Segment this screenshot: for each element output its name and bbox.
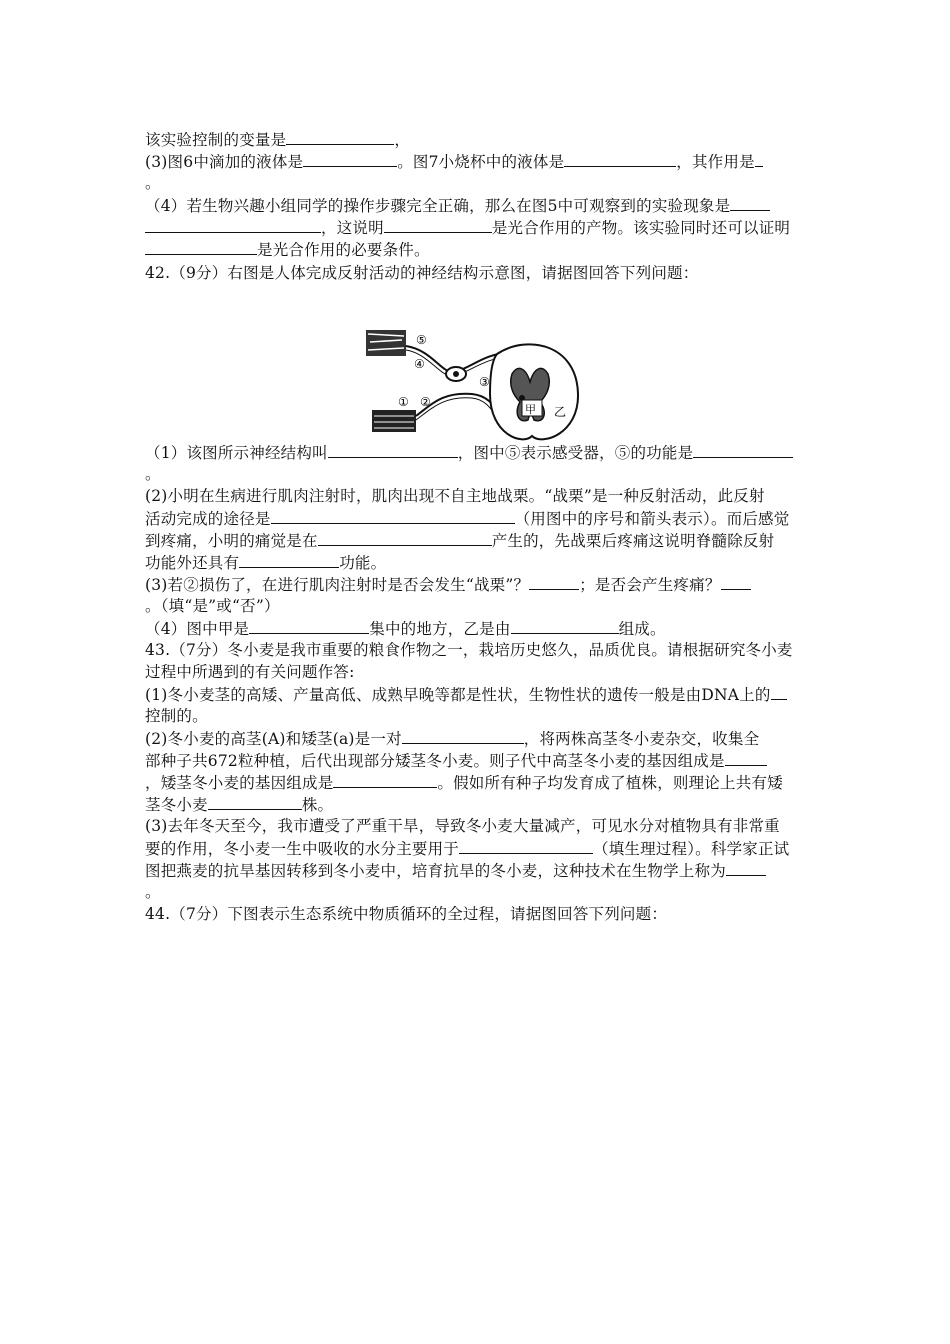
q43-heading-1: 43.（7分）冬小麦是我市重要的粮食作物之一，栽培历史悠久，品质优良。请根据研究冬小麦 (145, 641, 793, 659)
q42-p2-line-2: 活动完成的途径是 （用图中的序号和箭头表示）。而后感觉 (145, 507, 810, 529)
label-5: ⑤ (416, 333, 427, 347)
q41-line-6: 是光合作用的必要条件。 (145, 238, 810, 260)
q43-p1-line-2: 控制的。 (145, 707, 208, 725)
q43-p3-line-2: 要的作用，冬小麦一生中吸收的水分主要用于 （填生理过程）。科学家正试 (145, 837, 810, 859)
label-4: ④ (414, 357, 425, 371)
answer-blank[interactable] (239, 551, 339, 568)
q43-p2-line-1: (2)冬小麦的高茎(A)和矮茎(a)是一对 ，将两株高茎冬小麦杂交，收集全 (145, 727, 810, 749)
worksheet-page (145, 118, 810, 925)
label-2: ② (420, 395, 431, 409)
answer-blank[interactable] (145, 216, 321, 233)
label-jia: 甲 (525, 403, 536, 416)
answer-blank[interactable] (529, 573, 579, 590)
q43-p2-line-4: 茎冬小麦 株。 (145, 793, 810, 815)
q43-p3-line-3: 图把燕麦的抗旱基因转移到冬小麦中，培育抗旱的冬小麦，这种技术在生物学上称为 (145, 859, 810, 881)
q43-p1-line-1: (1)冬小麦茎的高矮、产量高低、成熟早晚等都是性状，生物性状的遗传一般是由DNA上的 (145, 683, 810, 705)
answer-blank[interactable] (730, 194, 770, 211)
q41-line-4: （4）若生物兴趣小组同学的操作步骤完全正确，那么在图5中可观察到的实验现象是 (145, 194, 810, 216)
q41-line-5: ，这说明 是光合作用的产物。该实验同时还可以证明 (145, 216, 810, 238)
q43-p2-line-2: 部种子共672粒种植，后代出现部分矮茎冬小麦。则子代中高茎冬小麦的基因组成是 (145, 749, 810, 771)
q44-heading: 44.（7分）下图表示生态系统中物质循环的全过程，请据图回答下列问题： (145, 905, 668, 923)
q41-line-2: (3)图6中滴加的液体是 。图7小烧杯中的液体是 ，其作用是 (145, 150, 810, 172)
answer-blank[interactable] (755, 150, 763, 167)
answer-blank[interactable] (771, 683, 787, 700)
answer-blank[interactable] (303, 150, 397, 167)
reflex-arc-figure (362, 324, 584, 452)
answer-blank[interactable] (693, 441, 793, 458)
answer-blank[interactable] (384, 216, 492, 233)
answer-blank[interactable] (318, 529, 492, 546)
answer-blank[interactable] (271, 507, 515, 524)
answer-blank[interactable] (721, 573, 751, 590)
answer-blank[interactable] (726, 859, 766, 876)
answer-blank[interactable] (145, 238, 257, 255)
label-yi: 乙 (554, 405, 567, 419)
q42-p1-line-2: 。 (145, 465, 161, 483)
q43-heading-2: 过程中所遇到的有关问题作答: (145, 663, 355, 681)
answer-blank[interactable] (402, 727, 524, 744)
q42-p2-line-1: (2)小明在生病进行肌肉注射时，肌肉出现不自主地战栗。“战栗”是一种反射活动，此反射 (145, 487, 765, 505)
answer-blank[interactable] (564, 150, 676, 167)
answer-blank[interactable] (511, 617, 619, 634)
q43-p3-line-4: 。 (145, 883, 161, 901)
q43-p3-line-1: (3)去年冬天至今，我市遭受了严重干旱，导致冬小麦大量减产，可见水分对植物具有非常重 (145, 817, 780, 835)
q42-p3-line-1: (3)若②损伤了，在进行肌肉注射时是否会发生“战栗”？ ；是否会产生疼痛？ (145, 573, 810, 595)
q43-p2-line-3: ，矮茎冬小麦的基因组成是 。假如所有种子均发育成了植株，则理论上共有矮 (145, 771, 810, 793)
answer-blank[interactable] (208, 793, 302, 810)
q42-p1-line-1: （1）该图所示神经结构叫 ，图中⑤表示感受器，⑤的功能是 (145, 441, 810, 463)
q42-p2-line-3: 到疼痛，小明的痛觉是在 产生的，先战栗后疼痛这说明脊髓除反射 (145, 529, 810, 551)
answer-blank[interactable] (249, 617, 369, 634)
q42-p3-line-2: 。（填“是”或“否”） (145, 597, 280, 615)
q42-p4: （4）图中甲是 集中的地方，乙是由 组成。 (145, 617, 810, 639)
q41-line-3: 。 (145, 174, 161, 192)
q42-p2-line-4: 功能外还具有 功能。 (145, 551, 810, 573)
q41-line-1: 该实验控制的变量是 ， (145, 128, 810, 150)
answer-blank[interactable] (725, 749, 767, 766)
q42-heading: 42.（9分）右图是人体完成反射活动的神经结构示意图，请据图回答下列问题： (145, 264, 699, 282)
answer-blank[interactable] (459, 837, 593, 854)
label-1: ① (398, 395, 409, 409)
answer-blank[interactable] (286, 128, 394, 145)
effector-muscle (372, 410, 416, 432)
answer-blank[interactable] (333, 771, 437, 788)
label-3: ③ (479, 375, 490, 389)
